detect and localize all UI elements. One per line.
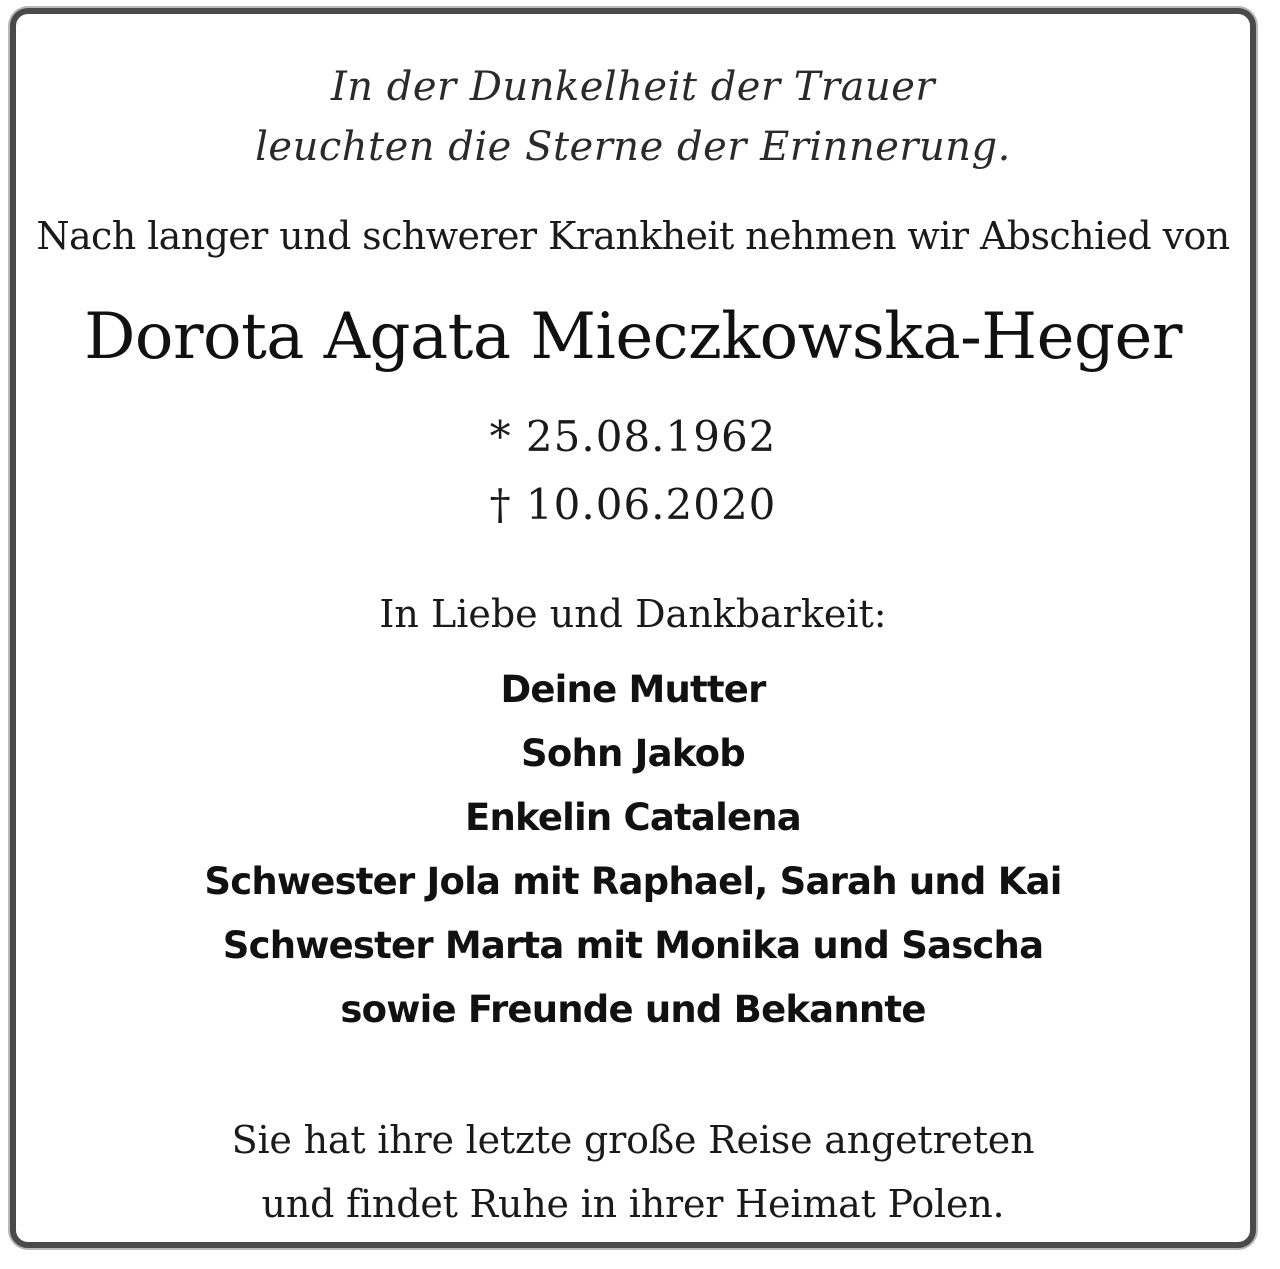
closing-line-1: Sie hat ihre letzte große Reise angetreten	[231, 1118, 1035, 1162]
family-member: sowie Freunde und Bekannte	[340, 988, 926, 1031]
deceased-name: Dorota Agata Mieczkowska-Heger	[84, 300, 1182, 374]
family-member: Sohn Jakob	[521, 732, 745, 775]
thanks-line: In Liebe und Dankbarkeit:	[379, 592, 887, 636]
family-member: Deine Mutter	[500, 668, 766, 711]
obituary-frame	[10, 8, 1256, 1248]
birth-date: * 25.08.1962	[489, 412, 777, 461]
family-member: Schwester Jola mit Raphael, Sarah und Kai	[204, 860, 1062, 903]
motto-line-1: In der Dunkelheit der Trauer	[330, 64, 936, 110]
closing-line-2: und findet Ruhe in ihrer Heimat Polen.	[261, 1182, 1005, 1226]
family-member: Schwester Marta mit Monika und Sascha	[222, 924, 1044, 967]
death-date: † 10.06.2020	[489, 480, 777, 529]
intro-text: Nach langer und schwerer Krankheit nehmen wir Abschied von	[36, 214, 1230, 258]
motto-line-2: leuchten die Sterne der Erinnerung.	[255, 124, 1011, 170]
family-member: Enkelin Catalena	[465, 796, 801, 839]
